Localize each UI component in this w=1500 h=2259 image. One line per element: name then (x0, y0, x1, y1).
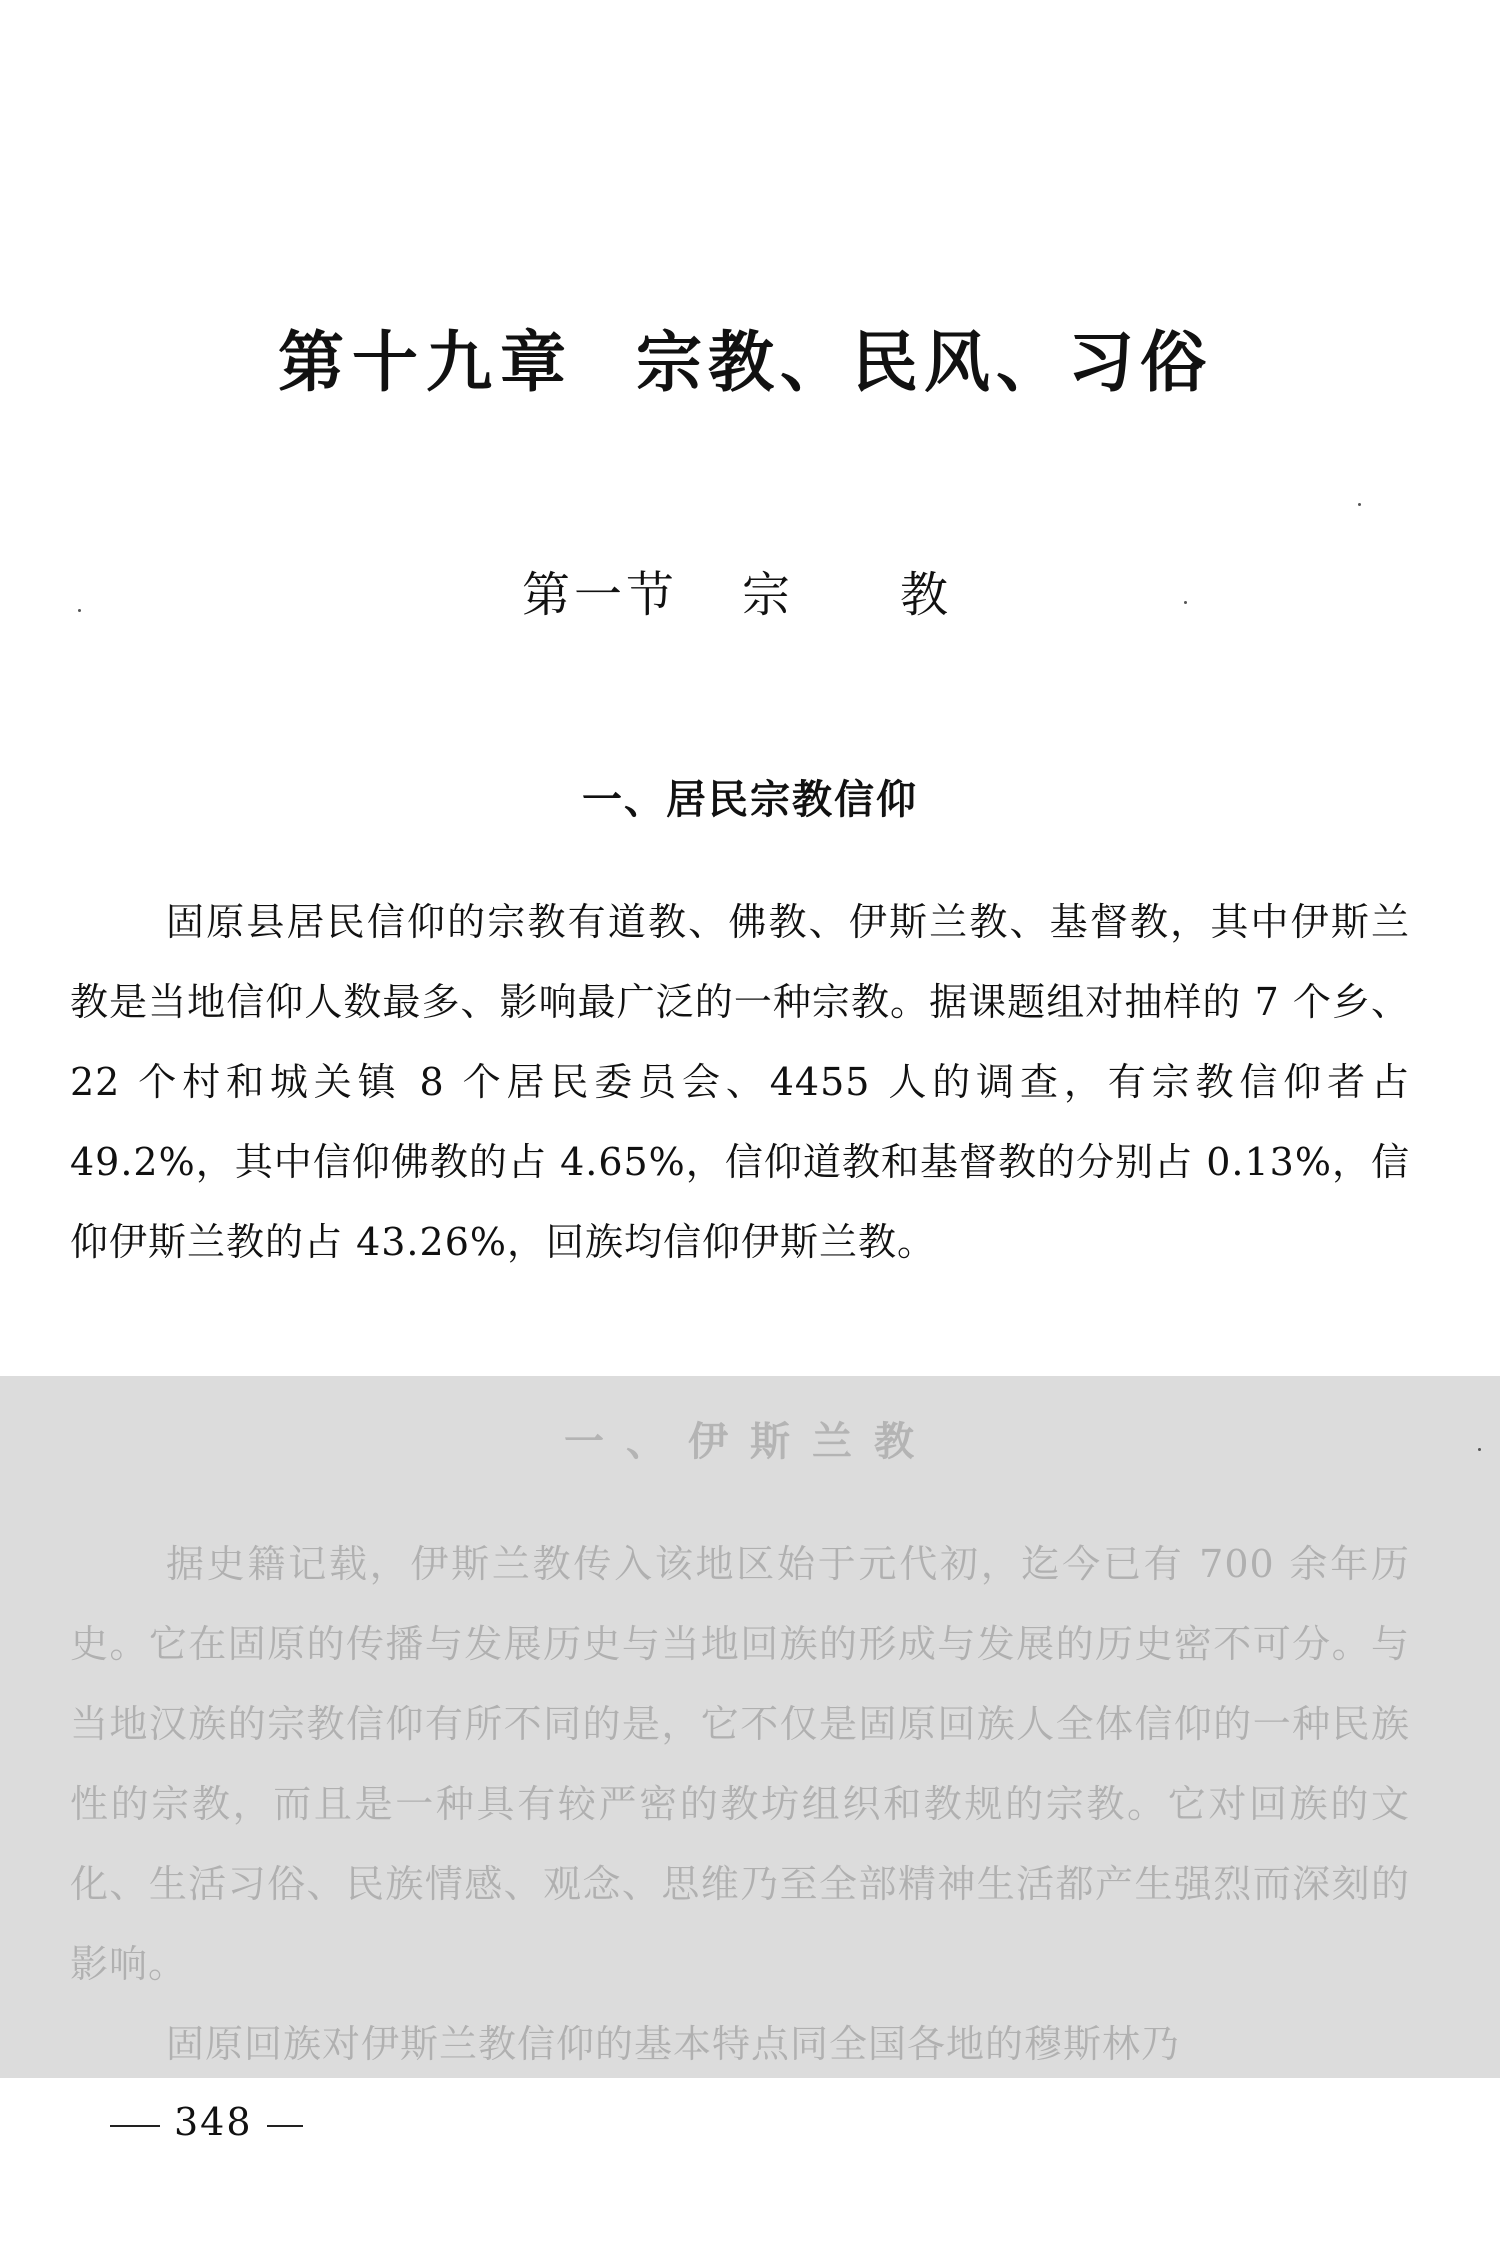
footer-dash-left (110, 2125, 160, 2127)
footer-dash-right (267, 2125, 303, 2127)
scan-speck (1478, 1448, 1481, 1451)
paragraph-islam-features: 固原回族对伊斯兰教信仰的基本特点同全国各地的穆斯林乃 (166, 2022, 1181, 2066)
chapter-name: 宗教、民风、习俗 (636, 324, 1212, 401)
subsection-heading-islam: 一、伊斯兰教 (564, 1419, 936, 1465)
chapter-number: 第十九章 (278, 324, 574, 401)
chapter-title (0, 318, 1500, 408)
paragraph-islam-history: 据史籍记载，伊斯兰教传入该地区始于元代初，迄今已有 700 余年历史。它在固原的传播与发展历史与当地回族的形成与发展的历史密不可分。与当地汉族的宗教信仰有所不同的是，它不仅是固原回族人全体信仰的一种民族性的宗教，而且是一种具有较严密的教坊组织和教规的宗教。它对回族的文化、生活习俗、民族情感、观念、思维乃至全部精神生活都产生强烈而深刻的影响。 (70, 1542, 1410, 1986)
section-name: 宗教 (742, 567, 1059, 623)
page-number: 348 (174, 2100, 253, 2144)
paragraph-religious-belief: 固原县居民信仰的宗教有道教、佛教、伊斯兰教、基督教，其中伊斯兰教是当地信仰人数最多、影响最广泛的一种宗教。据课题组对抽样的 7 个乡、22 个村和城关镇 8 个居民委员会、4455 人的调查，有宗教信仰者占 49.2%，其中信仰佛教的占 4.65%，信仰道教和基督教的分别占 0.13%，信仰伊斯兰教的占 43.26%，回族均信仰伊斯兰教。 (70, 900, 1410, 1264)
page-footer (110, 2092, 303, 2152)
scan-speck (1358, 503, 1361, 506)
section-number: 第一节 (522, 567, 679, 623)
scan-speck (78, 609, 81, 612)
scan-speck (1184, 601, 1187, 604)
section-title (0, 560, 1500, 630)
subsection-heading-religious-belief: 一、居民宗教信仰 (582, 777, 918, 823)
